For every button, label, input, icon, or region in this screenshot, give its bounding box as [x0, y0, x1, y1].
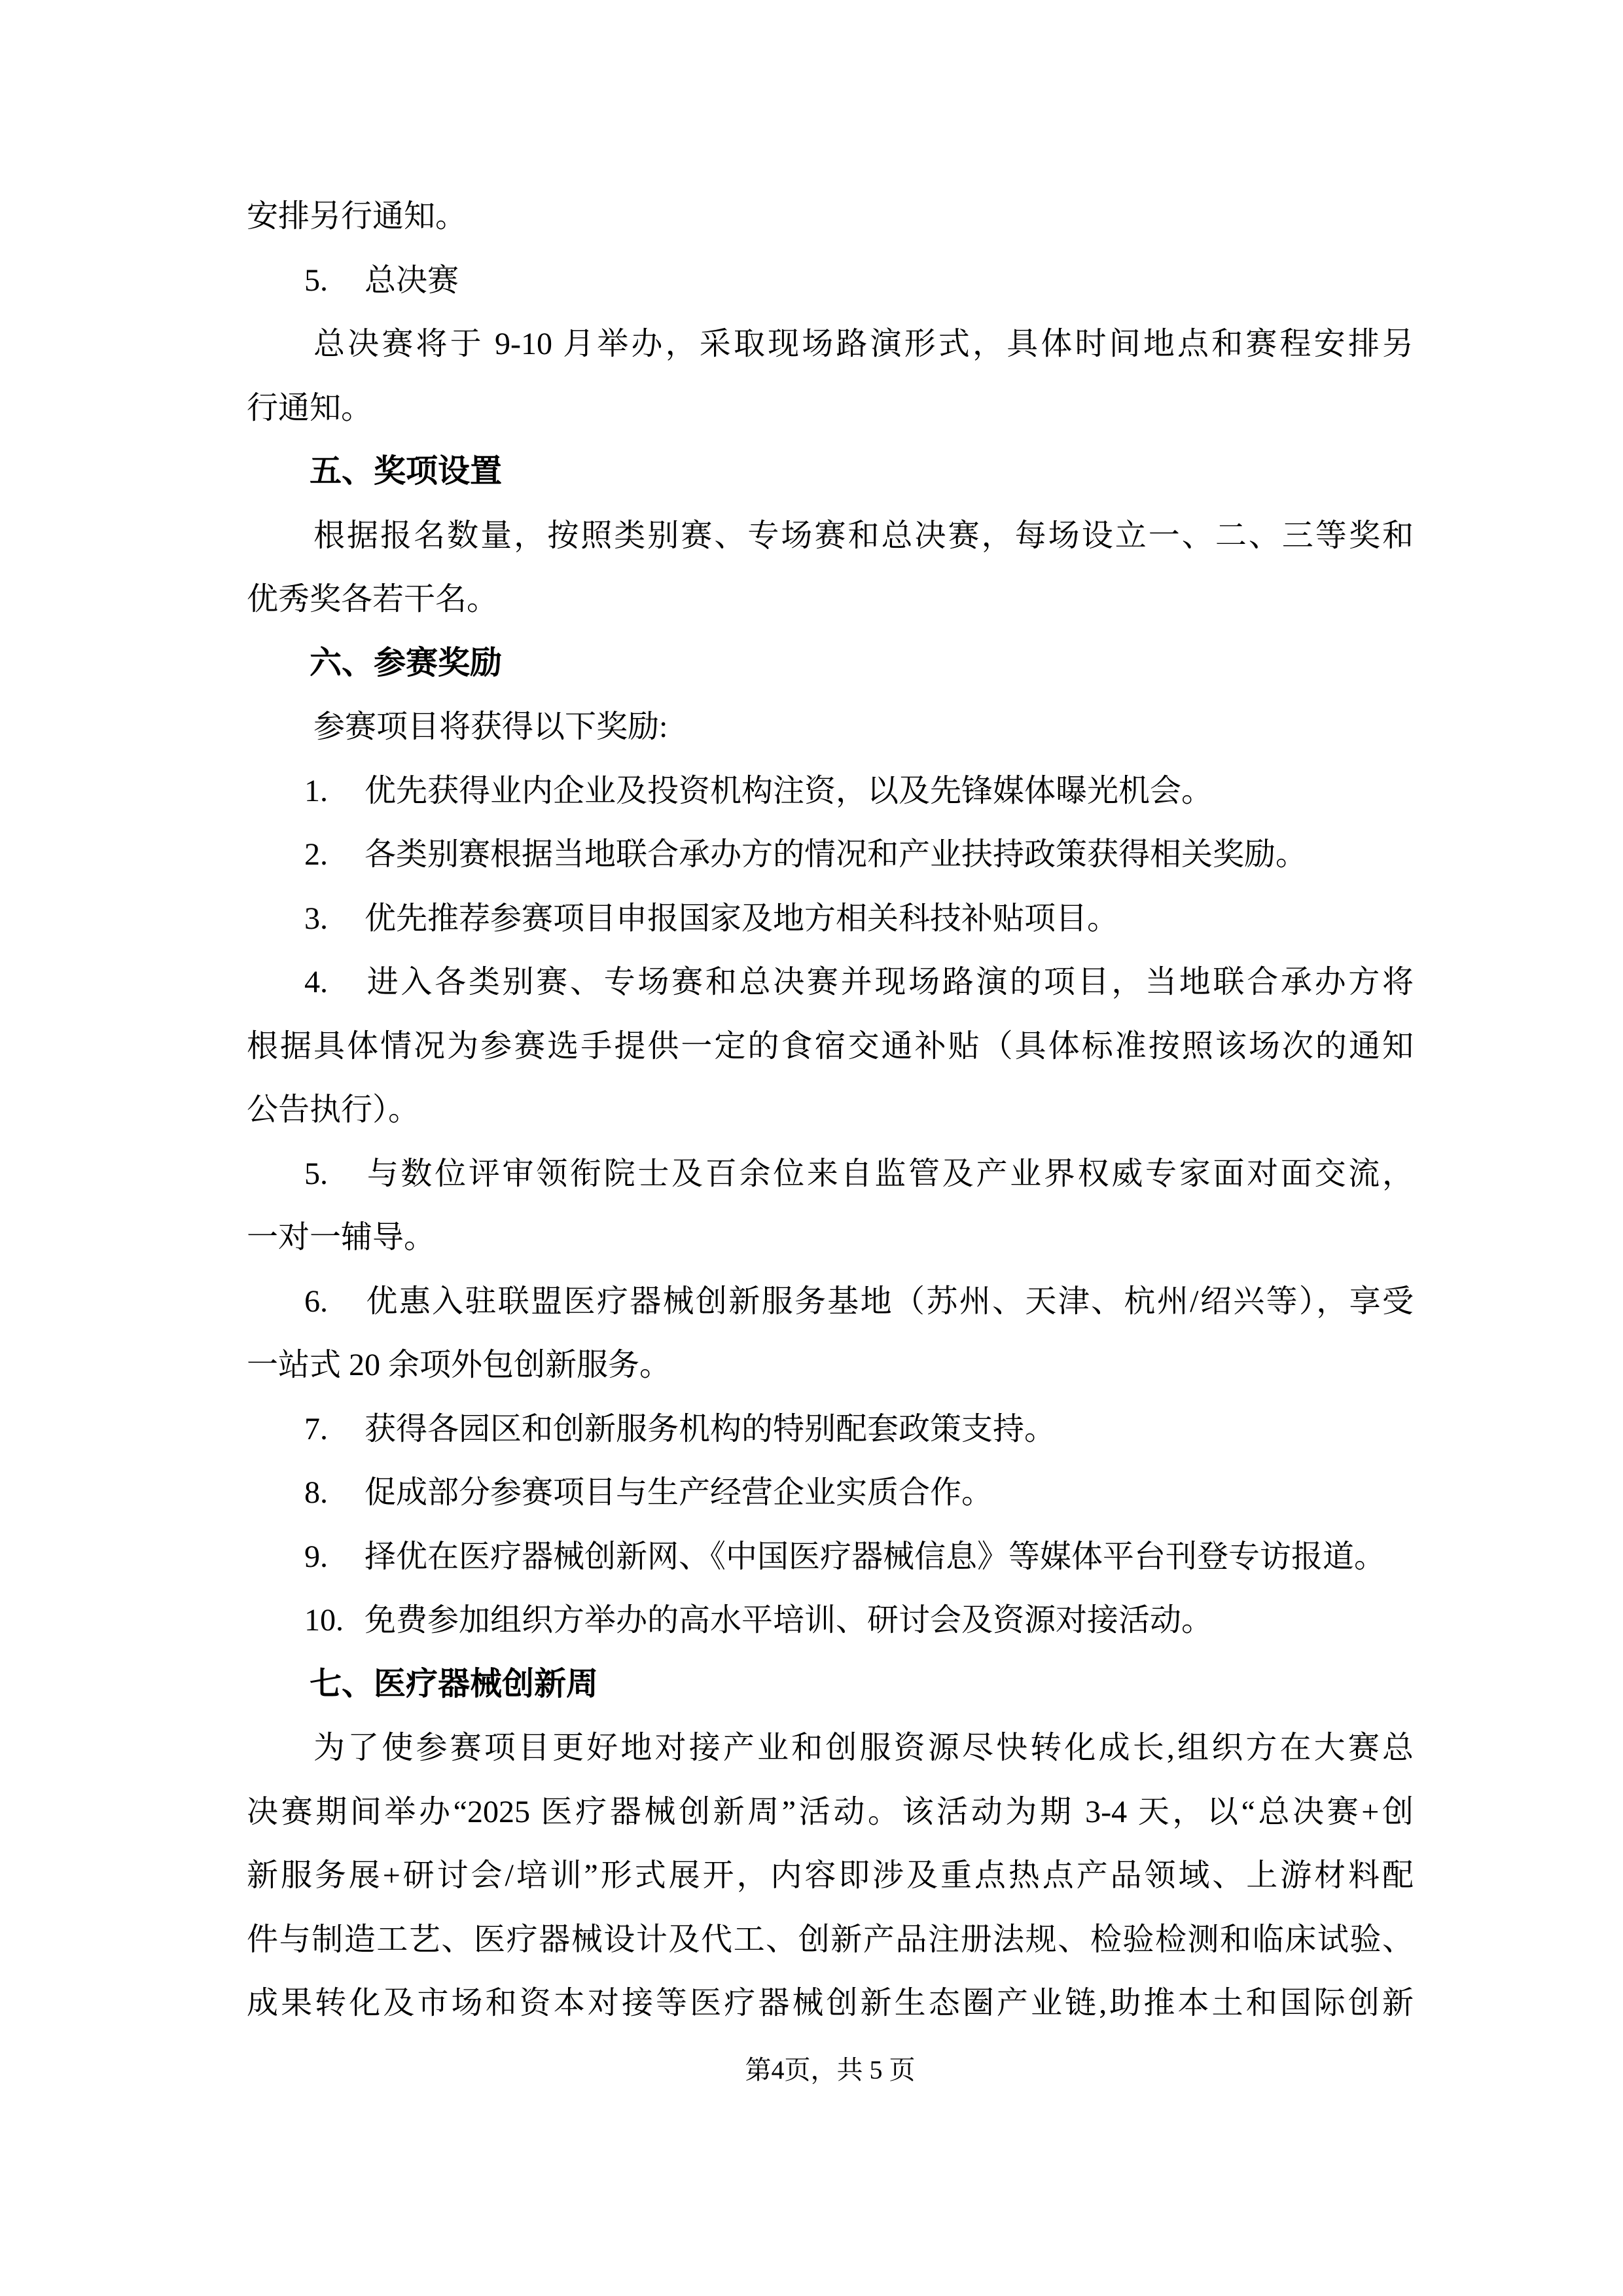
list-item: [247, 1461, 1414, 1525]
paragraph-line: 行通知。: [247, 390, 373, 425]
list-item: [247, 759, 1414, 823]
list-item-text: 免费参加组织方举办的高水平培训、研讨会及资源对接活动。: [365, 1603, 1213, 1638]
paragraph-line: 为了使参赛项目更好地对接产业和创服资源尽快转化成长,组织方在大赛总: [313, 1731, 1414, 1765]
list-item: [247, 1142, 1414, 1206]
list-item-number: 4.: [304, 965, 328, 999]
paragraph-line: 一站式 20 余项外包创新服务。: [247, 1348, 671, 1382]
paragraph-line: 参赛项目将获得以下奖励:: [313, 709, 668, 744]
list-item: [247, 249, 1414, 313]
list-item-number: 3.: [304, 901, 328, 936]
list-item-number: 6.: [304, 1283, 328, 1319]
list-item: [247, 950, 1414, 1014]
section-heading: 五、奖项设置: [310, 454, 503, 489]
paragraph-line: 件与制造工艺、医疗器械设计及代工、创新产品注册法规、检验检测和临床试验、: [247, 1922, 1414, 1957]
paragraph-line: 根据报名数量，按照类别赛、专场赛和总决赛，每场设立一、二、三等奖和: [313, 518, 1414, 553]
list-item-text: 获得各园区和创新服务机构的特别配套政策支持。: [365, 1411, 1056, 1446]
paragraph-line: 总决赛将于 9-10 月举办，采取现场路演形式，具体时间地点和赛程安排另: [313, 327, 1414, 361]
list-item: [247, 823, 1414, 887]
list-item-text: 优惠入驻联盟医疗器械创新服务基地（苏州、天津、杭州/绍兴等），享受: [365, 1283, 1414, 1319]
list-item-text: 促成部分参赛项目与生产经营企业实质合作。: [365, 1475, 993, 1510]
list-item-text: 与数位评审领衔院士及百余位来自监管及产业界权威专家面对面交流，: [365, 1156, 1414, 1191]
list-item-number: 7.: [304, 1411, 328, 1446]
section-heading: 六、参赛奖励: [310, 645, 503, 681]
section-heading: 七、医疗器械创新周: [310, 1666, 599, 1702]
list-item-number: 5.: [304, 1156, 328, 1191]
document-body: [247, 185, 1414, 2036]
list-item-number: 10.: [304, 1603, 344, 1638]
list-item-text: 优先获得业内企业及投资机构注资，以及先锋媒体曝光机会。: [365, 773, 1213, 808]
paragraph-line: 根据具体情况为参赛选手提供一定的食宿交通补贴（具体标准按照该场次的通知: [247, 1028, 1414, 1064]
list-item-number: 2.: [304, 837, 328, 872]
list-item-number: 9.: [304, 1539, 328, 1574]
list-item-number: 5.: [304, 262, 328, 298]
page-footer: 第4页，共 5 页: [745, 2055, 916, 2085]
paragraph-line: 优秀奖各若干名。: [247, 582, 499, 617]
paragraph-line: 公告执行）。: [247, 1092, 420, 1127]
list-item: [247, 1525, 1414, 1589]
list-item: [247, 1588, 1414, 1653]
paragraph-line: 成果转化及市场和资本对接等医疗器械创新生态圈产业链,助推本土和国际创新: [247, 1986, 1414, 2020]
list-item: [247, 887, 1414, 951]
list-item: [247, 1397, 1414, 1462]
paragraph-line: 新服务展+研讨会/培训”形式展开，内容即涉及重点热点产品领域、上游材料配: [247, 1858, 1414, 1893]
list-item: [247, 1270, 1414, 1334]
list-item-text: 各类别赛根据当地联合承办方的情况和产业扶持政策获得相关奖励。: [365, 837, 1308, 872]
list-item-text: 优先推荐参赛项目申报国家及地方相关科技补贴项目。: [365, 901, 1119, 936]
paragraph-line: 安排另行通知。: [247, 199, 467, 234]
list-item-text: 择优在医疗器械创新网、《中国医疗器械信息》等媒体平台刊登专访报道。: [365, 1539, 1386, 1574]
list-item-text: 进入各类别赛、专场赛和总决赛并现场路演的项目，当地联合承办方将: [365, 965, 1414, 999]
list-item-number: 1.: [304, 773, 328, 808]
paragraph-line: 决赛期间举办“2025 医疗器械创新周”活动。该活动为期 3-4 天，以“总决赛+创: [247, 1794, 1414, 1829]
list-item-text: 总决赛: [365, 262, 459, 298]
paragraph-line: 一对一辅导。: [247, 1220, 436, 1255]
list-item-number: 8.: [304, 1475, 328, 1510]
